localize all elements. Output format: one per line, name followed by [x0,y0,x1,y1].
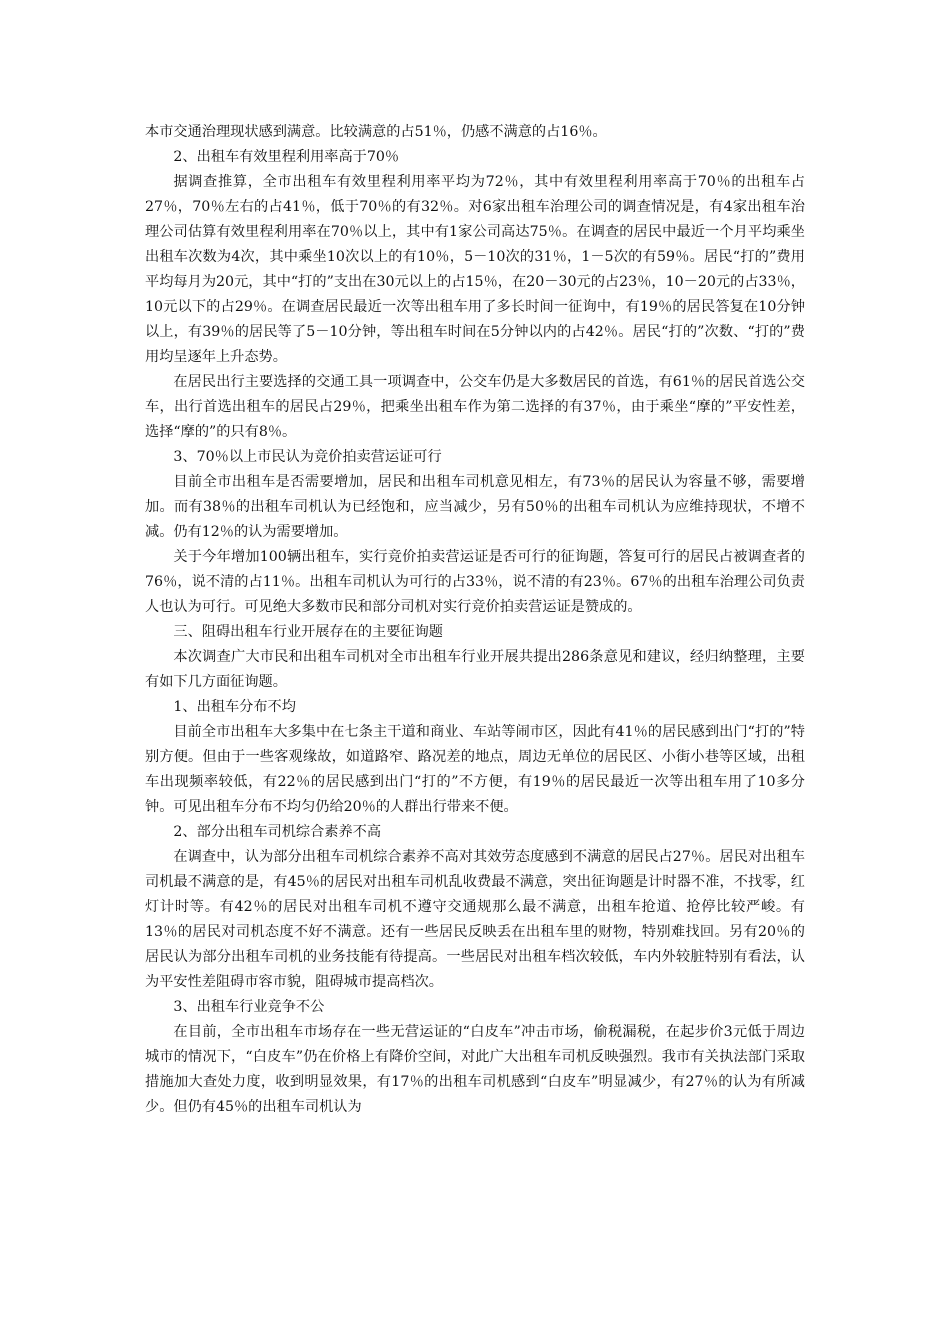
body-paragraph: 据调查推算，全市出租车有效里程利用率平均为72％，其中有效里程利用率高于70％的出租车占27％，70％左右的占41％，低于70％的有32％。对6家出租车治理公司的调查情况是，有4家出租车治理公司估算有效里程利用率在70％以上，其中有1家公司高达75％。在调查的居民中最近一个月平均乘坐出租车次数为4次，其中乘坐10次以上的有10％，5－10次的31％，1－5次的有59％。居民“打的”费用平均每月为20元，其中“打的”支出在30元以上的占15％，在20－30元的占23％，10－20元的占33％，10元以下的占29％。在调查居民最近一次等出租车用了多长时间一征询中，有19％的居民答复在10分钟以上，有39％的居民等了5－10分钟，等出租车时间在5分钟以内的占42％。居民“打的”次数、“打的”费用均呈逐年上升态势。 [145,174,805,365]
body-paragraph: 本次调查广大市民和出租车司机对全市出租车行业开展共提出286条意见和建议，经归纳整理，主要有如下几方面征询题。 [145,649,805,690]
section-heading: 三、阻碍出租车行业开展存在的主要征询题 [173,624,443,640]
section-heading: 3、出租车行业竞争不公 [173,999,325,1015]
body-paragraph: 关于今年增加100辆出租车，实行竞价拍卖营运证是否可行的征询题，答复可行的居民占被调查者的76％，说不清的占11％。出租车司机认为可行的占33％，说不清的有23％。67％的出租车治理公司负责人也认为可行。可见绝大多数市民和部分司机对实行竞价拍卖营运证是赞成的。 [145,549,805,615]
section-heading: 3、70％以上市民认为竞价拍卖营运证可行 [173,449,442,465]
body-paragraph: 在目前，全市出租车市场存在一些无营运证的“白皮车”冲击市场，偷税漏税，在起步价3元低于周边城市的情况下，“白皮车”仍在价格上有降价空间，对此广大出租车司机反映强烈。我市有关执法部门采取措施加大查处力度，收到明显效果，有17％的出租车司机感到“白皮车”明显减少，有27％的认为有所减少。但仍有45％的出租车司机认为 [145,1024,805,1115]
body-paragraph: 目前全市出租车大多集中在七条主干道和商业、车站等闹市区，因此有41％的居民感到出门“打的”特别方便。但由于一些客观缘故，如道路窄、路况差的地点，周边无单位的居民区、小街小巷等区域，出租车出现频率较低，有22％的居民感到出门“打的”不方便，有19％的居民最近一次等出租车用了10多分钟。可见出租车分布不均匀仍给20％的人群出行带来不便。 [145,724,805,815]
body-paragraph: 在调查中，认为部分出租车司机综合素养不高对其效劳态度感到不满意的居民占27％。居民对出租车司机最不满意的是，有45％的居民对出租车司机乱收费最不满意，突出征询题是计时器不准，不找零，红灯计时等。有42％的居民对出租车司机不遵守交通规那么最不满意，出租车抢道、抢停比较严峻。有13％的居民对司机态度不好不满意。还有一些居民反映丢在出租车里的财物，特别难找回。另有20％的居民认为部分出租车司机的业务技能有待提高。一些居民对出租车档次较低，车内外较脏特别有看法，认为平安性差阻碍市容市貌，阻碍城市提高档次。 [145,849,805,990]
body-paragraph: 目前全市出租车是否需要增加，居民和出租车司机意见相左，有73％的居民认为容量不够，需要增加。而有38％的出租车司机认为已经饱和，应当减少，另有50％的出租车司机认为应维持现状，不增不减。仍有12％的认为需要增加。 [145,474,805,540]
body-paragraph: 在居民出行主要选择的交通工具一项调查中，公交车仍是大多数居民的首选，有61％的居民首选公交车，出行首选出租车的居民占29％，把乘坐出租车作为第二选择的有37％，由于乘坐“摩的”平安性差，选择“摩的”的只有8％。 [145,374,805,440]
document-page [145,120,805,1120]
section-heading: 2、部分出租车司机综合素养不高 [173,824,382,840]
section-heading: 2、出租车有效里程利用率高于70％ [173,149,400,165]
paragraph-continuation: 本市交通治理现状感到满意。比较满意的占51％，仍感不满意的占16％。 [145,124,607,140]
section-heading: 1、出租车分布不均 [173,699,296,715]
